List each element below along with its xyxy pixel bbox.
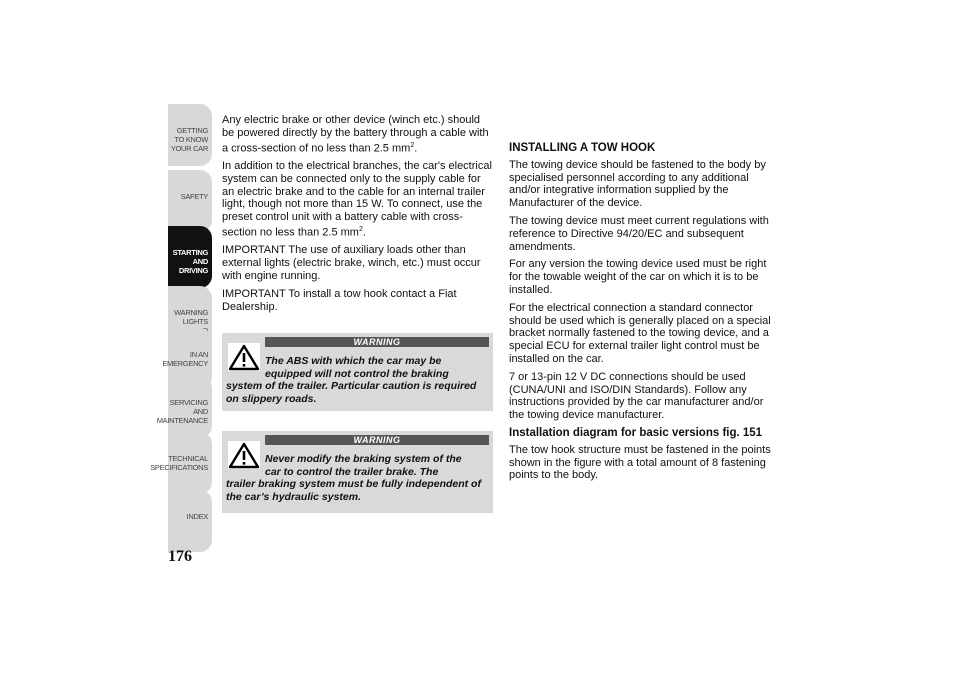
warning-box — [222, 431, 493, 513]
paragraph: IMPORTANT To install a tow hook contact a Fiat Dealership. — [222, 287, 457, 313]
tab-label: SERVICING AND MAINTENANCE — [156, 398, 208, 425]
warning-line: Never modify the braking system of the — [265, 453, 462, 465]
tab-index[interactable] — [168, 490, 212, 552]
tab-label: IN AN EMERGENCY — [162, 350, 208, 368]
tab-label: GETTING TO KNOW YOUR CAR — [170, 126, 208, 153]
text: Any electric brake or other device (winch etc.) should be powered directly by the battery through a cable with a cross-section of no less than 2.5 mm — [222, 114, 489, 155]
paragraph: The towing device should be fastened to the body by specialised personnel according to any additional and/or integrative information supplied by the Manufacturer of the device. — [509, 158, 766, 210]
superscript: 2 — [358, 226, 363, 234]
paragraph: For any version the towing device used must be right for the towable weight of the car on which it is to be installed. — [509, 258, 767, 296]
sub-heading: Installation diagram for basic versions fig. 151 — [509, 426, 763, 439]
warning-box — [222, 333, 493, 411]
tab-label: SAFETY — [180, 192, 208, 201]
section-heading: INSTALLING A TOW HOOK — [509, 142, 656, 154]
paragraph: IMPORTANT The use of auxiliary loads other than external lights (electric brake, winch, etc.) must occur with engine running. — [222, 244, 481, 283]
tab-starting-and-driving[interactable] — [168, 226, 212, 288]
left-column — [222, 114, 494, 318]
right-column — [509, 142, 781, 487]
tab-servicing-and-maintenance[interactable] — [156, 376, 212, 438]
tab-safety[interactable] — [168, 170, 212, 232]
tab-getting-to-know-your-car[interactable] — [168, 104, 212, 166]
paragraph — [222, 160, 494, 239]
tab-label: INDEX — [186, 512, 208, 521]
tab-label: WARNING LIGHTS — [174, 308, 208, 326]
page-number: 176 — [168, 548, 192, 565]
warning-line: car to control the trailer brake. The — [265, 465, 439, 478]
tab-label: STARTING AND DRIVING — [172, 248, 208, 275]
text: . — [362, 226, 366, 239]
warning-header: WARNING — [265, 435, 489, 445]
warning-line: equipped will not control the braking — [265, 367, 449, 380]
paragraph: For the electrical connection a standard connector should be used which is generally placed on a special bracket normally fastened to the towing device, and a special ECU for external trailer light control must be installed on the car. — [509, 301, 771, 365]
warning-line: trailer braking system must be fully independent of the car’s hydraulic system. — [226, 478, 481, 503]
text: In addition to the electrical branches, the car's electrical system can be connected only to the supply cable for an electric brake and to the cable for an internal trailer light, though not more than 15 W. To connect, use the preset control unit with a battery cable with cross-section no less than 2.5 mm — [222, 160, 492, 239]
tab-label: TECHNICAL SPECIFICATIONS — [150, 454, 208, 472]
warning-line: The ABS with which the car may be — [265, 355, 442, 367]
warning-text — [226, 355, 487, 405]
tab-technical-specifications[interactable] — [150, 432, 212, 494]
superscript: 2 — [410, 141, 415, 149]
warning-line: system of the trailer. Particular caution is required on slippery roads. — [226, 380, 477, 405]
warning-text — [226, 453, 487, 503]
paragraph: The towing device must meet current regulations with reference to Directive 94/20/EC and subsequent amendments. — [509, 214, 769, 253]
paragraph: The tow hook structure must be fastened in the points shown in the figure with a total amount of 8 fastening points to the body. — [509, 443, 771, 482]
paragraph — [222, 114, 494, 155]
warning-header: WARNING — [265, 337, 489, 347]
paragraph: 7 or 13-pin 12 V DC connections should be used (CUNA/UNI and ISO/DIN Standards). Follow any instructions provided by the car manufacturer and/or the towing device manufacturer. — [509, 370, 764, 422]
text: . — [414, 142, 418, 155]
